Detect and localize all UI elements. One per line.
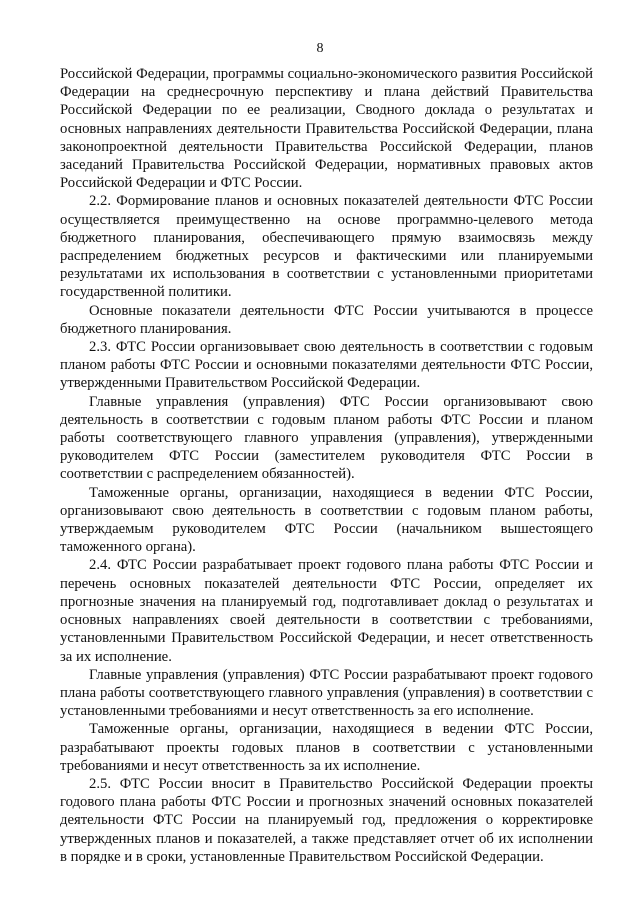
paragraph-main-departments-activity: Главные управления (управления) ФТС России организовывают свою деятельность в соответствии с годовым планом работы ФТС России и планом работы соответствующего главного управления (управления), утвержденными руководителем ФТС России (заместителем руководителя ФТС России в соответствии с распределением обязанностей). [60, 393, 593, 483]
paragraph-2-5: 2.5. ФТС России вносит в Правительство Российской Федерации проекты годового плана работы ФТС России и прогнозных значений основных показателей деятельности ФТС России на планируемый год, предложения о корректировке утвержденных планов и показателей, а также представляет отчет об их исполнении в порядке и в сроки, установленные Правительством Российской Федерации. [60, 775, 593, 865]
paragraph-2-2: 2.2. Формирование планов и основных показателей деятельности ФТС России осуществляется преимущественно на основе программно-целевого метода бюджетного планирования, обеспечивающего прямую взаимосвязь между распределением бюджетных ресурсов и фактическими или планируемыми результатами их использования в соответствии с установленными приоритетами государственной политики. [60, 193, 593, 301]
paragraph-2-4: 2.4. ФТС России разрабатывает проект годового плана работы ФТС России и перечень основных показателей деятельности ФТС России, определяет их прогнозные значения на планируемый год, подготавливает доклад о результатах и основных направлениях своей деятельности в соответствии с требованиями, установленными Правительством Российской Федерации, и несет ответственность за их исполнение. [60, 557, 593, 665]
paragraph-main-departments-plans: Главные управления (управления) ФТС России разрабатывают проект годового плана работы соответствующего главного управления (управления) в соответствии с установленными требованиями и несут ответственность за его исполнение. [60, 666, 593, 720]
paragraph-continuation: Российской Федерации, программы социально-экономического развития Российской Федерации на среднесрочную перспективу и плана действий Правительства Российской Федерации по ее реализации, Сводного доклада о результатах и основных направлениях деятельности Правительства Российской Федерации, плана законопроектной деятельности Правительства Российской Федерации, планов заседаний Правительства Российской Федерации, нормативных правовых актов Российской Федерации и ФТС России. [60, 66, 593, 192]
paragraph-customs-bodies-activity: Таможенные органы, организации, находящиеся в ведении ФТС России, организовывают свою деятельность в соответствии с годовым планом работы, утверждаемым руководителем ФТС России (начальником вышестоящего таможенного органа). [60, 484, 593, 556]
paragraph-budget-indicators: Основные показатели деятельности ФТС России учитываются в процессе бюджетного планирования. [60, 302, 593, 337]
paragraph-customs-bodies-plans: Таможенные органы, организации, находящиеся в ведении ФТС России, разрабатывают проекты годовых планов в соответствии с установленными требованиями и несут ответственность за их исполнение. [60, 721, 593, 774]
paragraph-2-3: 2.3. ФТС России организовывает свою деятельность в соответствии с годовым планом работы ФТС России и основными показателями деятельности ФТС России, утвержденными Правительством Российской Федерации. [60, 339, 593, 392]
page-number: 8 [316, 41, 324, 56]
document-body [60, 65, 593, 866]
